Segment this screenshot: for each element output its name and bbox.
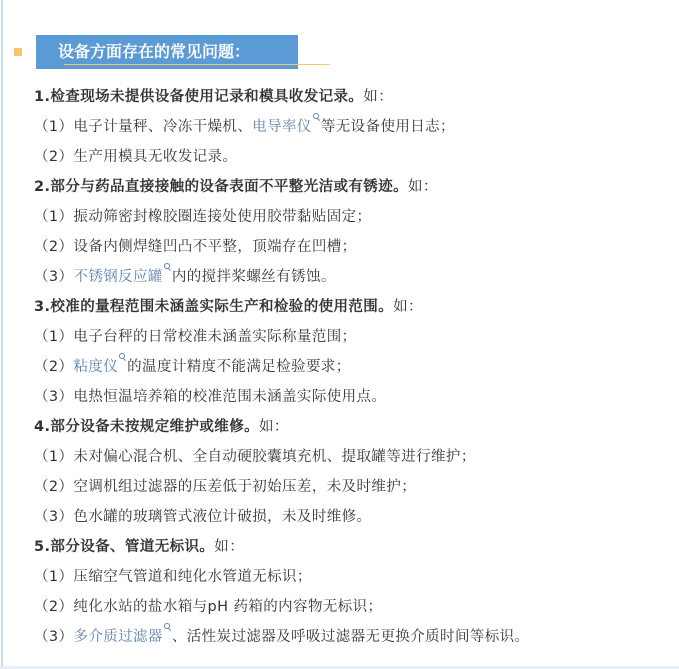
- section-heading-text: 1.检查现场未提供设备使用记录和模具收发记录。: [34, 89, 364, 105]
- keyword-link[interactable]: 多介质过滤器: [73, 629, 163, 645]
- list-item: [34, 112, 664, 142]
- list-item: [34, 142, 664, 172]
- list-item-text: （2）纯化水站的盐水箱与pH 药箱的内容物无标识；: [34, 599, 383, 615]
- list-item: [34, 262, 664, 292]
- list-item-text: （3）: [34, 629, 74, 645]
- list-item: [34, 352, 664, 382]
- list-item: [34, 382, 664, 412]
- list-item: [34, 502, 664, 532]
- keyword-link[interactable]: 不锈钢反应罐: [73, 269, 163, 285]
- section-heading-tail: 如：: [214, 539, 245, 555]
- list-item-text: （2）: [34, 359, 74, 375]
- section-heading: [34, 292, 664, 322]
- section-heading-tail: 如：: [408, 179, 438, 195]
- search-icon[interactable]: [164, 623, 171, 635]
- list-item-text: （1）电子台秤的日常校准未涵盖实际称量范围；: [34, 329, 357, 345]
- search-icon[interactable]: [164, 263, 171, 275]
- list-item: [34, 622, 664, 652]
- list-item-text: （2）生产用模具无收发记录。: [34, 149, 238, 165]
- section-heading-text: 5.部分设备、管道无标识。: [34, 539, 215, 555]
- list-item-text: （3）: [34, 269, 74, 285]
- list-item-text-suffix: 的温度计精度不能满足检验要求；: [127, 359, 351, 375]
- section-heading-tail: 如：: [393, 299, 423, 315]
- left-border: [1, 0, 3, 669]
- section-heading-text: 2.部分与药品直接接触的设备表面不平整光洁或有锈迹。: [34, 179, 408, 195]
- section-heading-tail: 如：: [259, 419, 289, 435]
- list-item: [34, 232, 664, 262]
- section-heading: [34, 172, 664, 202]
- list-item: [34, 442, 664, 472]
- section-heading-text: 3.校准的量程范围未涵盖实际生产和检验的使用范围。: [34, 299, 394, 315]
- list-item: [34, 562, 664, 592]
- square-bullet-icon: [14, 48, 22, 56]
- keyword-link[interactable]: 电导率仪: [252, 119, 312, 135]
- article-content: [34, 82, 664, 652]
- list-item-text-suffix: 内的搅拌桨螺丝有锈蚀。: [171, 269, 336, 285]
- section-title: 设备方面存在的常见问题：: [36, 35, 298, 69]
- list-item: [34, 592, 664, 622]
- list-item-text: （1）电子计量秤、冷冻干燥机、: [34, 119, 253, 135]
- search-icon[interactable]: [313, 113, 320, 125]
- section-heading: [34, 412, 664, 442]
- list-item-text: （2）设备内侧焊缝凹凸不平整，顶端存在凹槽；: [34, 239, 357, 255]
- title-underline: [64, 64, 330, 65]
- list-item-text: （3）色水罐的玻璃管式液位计破损，未及时维修。: [34, 509, 372, 525]
- list-item-text: （2）空调机组过滤器的压差低于初始压差，未及时维护；: [34, 479, 417, 495]
- keyword-link[interactable]: 粘度仪: [73, 359, 119, 375]
- list-item-text: （3）电热恒温培养箱的校准范围未涵盖实际使用点。: [34, 389, 387, 405]
- list-item: [34, 202, 664, 232]
- section-heading: [34, 82, 664, 112]
- list-item-text: （1）压缩空气管道和纯化水管道无标识；: [34, 569, 312, 585]
- list-item-text-suffix: 、活性炭过滤器及呼吸过滤器无更换介质时间等标识。: [171, 629, 530, 645]
- list-item-text: （1）未对偏心混合机、全自动硬胶囊填充机、提取罐等进行维护；: [34, 449, 476, 465]
- section-heading-text: 4.部分设备未按规定维护或维修。: [34, 419, 259, 435]
- list-item-text-suffix: 等无设备使用日志；: [320, 119, 455, 135]
- search-icon[interactable]: [119, 353, 126, 365]
- list-item-text: （1）振动筛密封橡胶圈连接处使用胶带黏贴固定；: [34, 209, 372, 225]
- list-item: [34, 472, 664, 502]
- section-heading-tail: 如：: [363, 89, 394, 105]
- section-heading: [34, 532, 664, 562]
- list-item: [34, 322, 664, 352]
